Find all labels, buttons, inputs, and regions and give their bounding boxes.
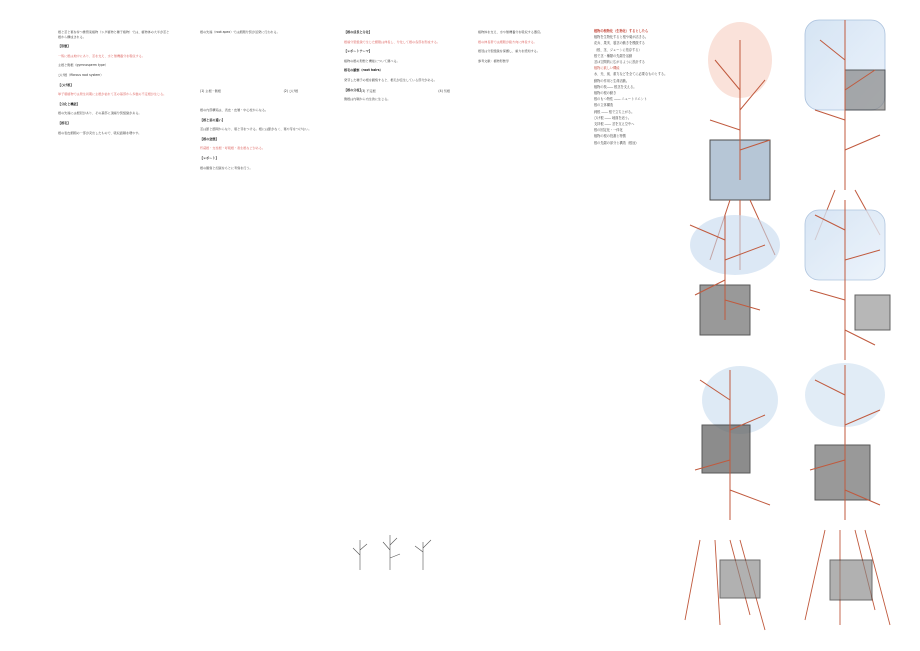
- note-line: 根の立体構造: [594, 103, 614, 108]
- paragraph: 植物の根の形態と機能について調べる。: [344, 58, 400, 63]
- paragraph: 根冠は分裂組織を保護し、重力を感知する。: [478, 49, 540, 54]
- paragraph: 参考文献：植物形態学: [478, 58, 509, 63]
- note-line: 植物の根の動き: [594, 91, 617, 96]
- paragraph: 根の表皮細胞の一部が突出したもので、吸収面積を増やす。: [58, 130, 142, 135]
- paragraph: 側根は内鞘から内生的に生じる。: [344, 97, 391, 102]
- text-column-a: [58, 30, 170, 140]
- note-line: ひげ根 ―― 地面を這う。: [594, 115, 632, 120]
- drawing-plant-5: [695, 366, 778, 520]
- note-line: 植物の枝―― 根茎を支える。: [594, 84, 637, 89]
- section-heading: 【レポート】: [200, 155, 219, 160]
- drawing-plant-3: [690, 215, 780, 335]
- paragraph: 植物体を支え、水や無機養分を吸収する器官。: [478, 30, 544, 34]
- note-line: 植物の根の役割と特徴: [594, 134, 626, 139]
- section-heading: 【根の成長と分化】: [344, 30, 372, 34]
- section-heading: 【分化と機能】: [58, 101, 80, 106]
- paragraph: 根の先端には根冠があり、その基部に頂端分裂組織がある。: [58, 111, 142, 116]
- notes-title: 植物の根物化（生物化）するとしたら: [594, 29, 649, 33]
- text-column-c: [344, 30, 456, 107]
- note-line: 水、光、風、重力などを全てに必要なものとする。: [594, 72, 668, 77]
- paragraph: 茎は節と節間からなり、葉と芽をつける。根には節がなく、葉や芽をつけない。: [200, 127, 312, 132]
- note-line: 支持根 ―― 茎を支え空中へ: [594, 122, 635, 127]
- paragraph-highlight: 根の伸長帯では細胞が縦方向に伸長する。: [478, 39, 537, 44]
- paragraph-highlight: 貯蔵根・支柱根・呼吸根・寄生根などがある。: [200, 146, 265, 151]
- note-line: （根、茎、ジューンに依存する）: [594, 47, 642, 52]
- notes-subtitle: 植物に欲しい機能: [594, 66, 620, 71]
- paragraph: ひげ根（fibrous root system）: [58, 72, 104, 77]
- drawing-plant-6: [805, 363, 885, 520]
- note-line: 鈍根 ―― 根で立ち上がる。: [594, 109, 635, 114]
- section-heading: 【根と茎の違い】: [200, 117, 225, 122]
- section-heading: 【形態】: [58, 44, 71, 49]
- section-heading: 【ひげ根】: [58, 82, 74, 87]
- paragraph: 根の観察と記録をもとに考察を行う。: [200, 165, 253, 170]
- text-column-b: [200, 30, 326, 40]
- section-heading: 【レポートテーマ】: [344, 49, 372, 54]
- paragraph: 根と茎と葉を持つ維管束植物（シダ植物と種子植物）では、植物体の大半が茎と根から構成される。: [58, 30, 170, 39]
- root-sketch: [345, 520, 445, 580]
- root-label: (3) 不定根: [361, 89, 376, 93]
- root-label: (2) ひげ根: [283, 89, 299, 93]
- plant-drawings: [590, 0, 910, 651]
- section-heading: 【根の変態】: [200, 136, 219, 141]
- text-column-d: [478, 30, 580, 68]
- root-label: (1) 主根・側根: [200, 89, 221, 93]
- paragraph-highlight: 根端分裂組織で生じた細胞は伸長し、分化して根の各部を形成する。: [344, 39, 440, 44]
- paragraph: 根の内部構造は、表皮・皮層・中心柱からなる。: [200, 108, 269, 112]
- note-line: 動物の作用と生命活動。: [594, 78, 630, 83]
- drawing-plant-4: [805, 200, 890, 360]
- paragraph: 発芽した種子の根を観察すると、根毛が密生している部分がある。: [344, 77, 437, 82]
- note-line: 根の先端の部分と構造（根冠）: [594, 140, 639, 145]
- section-heading: 【根毛】: [58, 120, 71, 125]
- note-line: 植物を生物化すると根や葉が活きる。: [594, 35, 649, 40]
- root-label: (4) 気根: [438, 89, 450, 93]
- paragraph-highlight: 一般に根は地中にあり、茎を支え、水と無機養分を吸収する。: [58, 53, 145, 58]
- drawing-roots-bottom: [685, 530, 890, 630]
- paragraph: 主根と側根（gymnosperm type）: [58, 63, 108, 68]
- section-heading: 根毛の観察（root hairs）: [344, 68, 383, 73]
- note-line: 根で茎・種類の先端を活動: [594, 53, 633, 58]
- paragraph-highlight: 単子葉植物では発生初期に主根が枯れて茎の基部から多数の不定根が生じる。: [58, 92, 167, 97]
- note-line: 根のもつ特性 ―― ニュートリエント: [594, 97, 647, 102]
- paragraph: 根の先端（root apex）では細胞分裂が活発に行われる。: [200, 30, 280, 34]
- note-line: 花弁、果実、蔓茎の動きを模倣する: [594, 41, 645, 46]
- note-line: 根の固定化・一体化: [594, 128, 623, 133]
- note-line: 茎は空間的に広がるように設計する: [594, 60, 645, 65]
- text-column-b-lower: [200, 108, 326, 175]
- section-heading: 【根の分枝】: [344, 87, 363, 92]
